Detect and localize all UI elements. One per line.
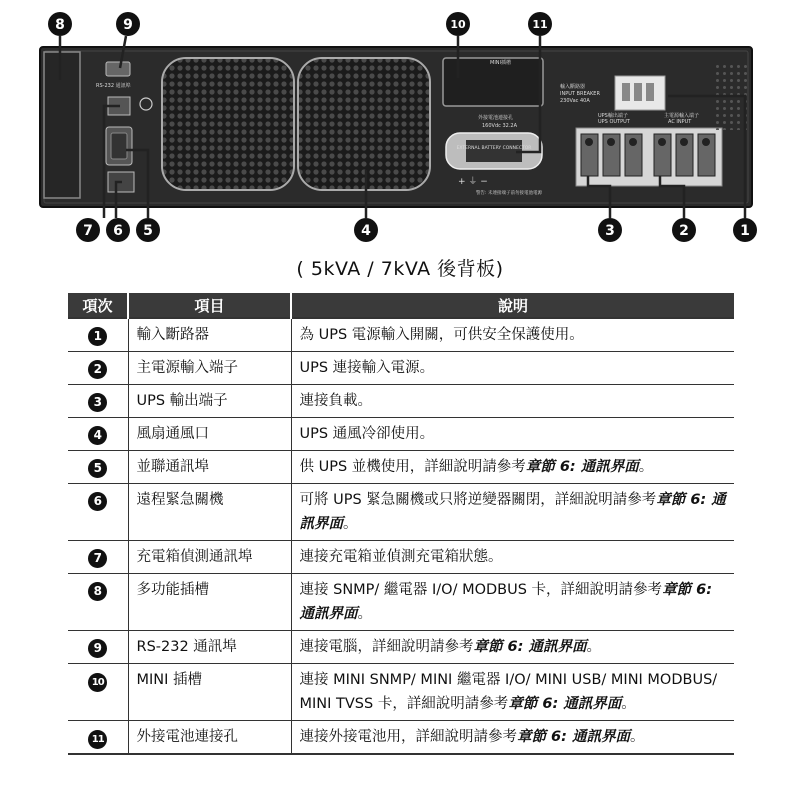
row-description-cell — [291, 574, 734, 631]
index-badge: 7 — [88, 549, 107, 568]
table-row — [68, 484, 734, 541]
table-row — [68, 352, 734, 385]
table-row — [68, 451, 734, 484]
description-text: 。 — [357, 606, 372, 622]
ups-output-panel-zh: UPS輸出端子 — [598, 113, 628, 119]
table-body — [68, 318, 734, 754]
multi-function-slot — [44, 52, 80, 198]
chapter-reference: 章節 6: 通訊界面 — [517, 729, 630, 745]
rear-panel-diagram — [0, 0, 800, 250]
row-item-cell: 外接電池連接孔 — [128, 721, 291, 755]
index-badge: 1 — [88, 327, 107, 346]
row-index-cell — [68, 484, 128, 541]
row-description-cell — [291, 721, 734, 755]
chapter-reference: 章節 6: 通訊界面 — [473, 639, 587, 655]
row-description-cell — [291, 484, 734, 541]
spec-table — [68, 293, 734, 755]
fan-vent-left — [162, 58, 294, 190]
index-badge: 6 — [88, 492, 107, 511]
table-header-row — [68, 293, 734, 318]
index-badge: 10 — [88, 673, 107, 692]
diagram-caption: ( 5kVA / 7kVA 後背板) — [296, 258, 504, 280]
row-description-cell — [291, 664, 734, 721]
row-item-cell: 充電箱偵測通訊埠 — [128, 541, 291, 574]
row-item-cell: 並聯通訊埠 — [128, 451, 291, 484]
ext-batt-panel-rating: 160Vdc 32.2A — [482, 123, 518, 129]
ac-input-panel-en: AC INPUT — [668, 119, 692, 125]
row-index-cell — [68, 451, 128, 484]
svg-text:11: 11 — [532, 18, 548, 31]
table-row — [68, 664, 734, 721]
row-description-cell — [291, 631, 734, 664]
index-badge: 8 — [88, 582, 107, 601]
description-text: 連接 SNMP/ 繼電器 I/O/ MODBUS 卡，詳細說明請參考 — [299, 582, 663, 598]
description-text: 連接外接電池用，詳細說明請參考 — [299, 729, 517, 745]
breaker-panel-rating: 230Vac 40A — [560, 98, 590, 104]
row-item-cell: 多功能插槽 — [128, 574, 291, 631]
svg-text:5: 5 — [143, 223, 153, 239]
description-text: UPS 通風冷卻使用。 — [299, 426, 435, 442]
row-index-cell — [68, 721, 128, 755]
callout-8 — [48, 12, 72, 36]
callout-4 — [354, 218, 378, 242]
row-description-cell — [291, 541, 734, 574]
callout-3 — [598, 218, 622, 242]
callout-10 — [446, 12, 470, 36]
ext-batt-panel-title: 外接電池連接孔 — [478, 115, 514, 121]
row-item-cell: RS-232 通訊埠 — [128, 631, 291, 664]
index-badge: 5 — [88, 459, 107, 478]
description-text: 。 — [638, 459, 654, 475]
warning-label: 警告: 未連接端子前勿接電池電源 — [476, 191, 542, 196]
svg-text:10: 10 — [450, 18, 466, 31]
chapter-reference: 章節 6: 通訊界面 — [525, 459, 639, 475]
row-index-cell — [68, 664, 128, 721]
breaker-panel-en: INPUT BREAKER — [560, 91, 600, 97]
row-description-cell — [291, 385, 734, 418]
description-text: 連接充電箱並偵測充電箱狀態。 — [299, 549, 503, 565]
svg-text:4: 4 — [361, 223, 371, 239]
description-text: 連接電腦，詳細說明請參考 — [299, 639, 474, 655]
rs232-panel-label: RS-232 通訊埠 — [96, 83, 131, 89]
table-row — [68, 541, 734, 574]
chapter-reference: 章節 6: 通訊界面 — [508, 696, 622, 712]
svg-text:7: 7 — [83, 223, 93, 239]
svg-text:8: 8 — [55, 17, 65, 33]
description-text: 可將 UPS 緊急關機或只將逆變器關閉，詳細說明請參考 — [299, 492, 657, 508]
rs232-port — [106, 62, 130, 76]
callout-5 — [136, 218, 160, 242]
index-badge: 2 — [88, 360, 107, 379]
row-index-cell — [68, 418, 128, 451]
description-text: 供 UPS 並機使用，詳細說明請參考 — [299, 459, 526, 475]
index-badge: 11 — [88, 730, 107, 749]
row-index-cell — [68, 631, 128, 664]
svg-text:3: 3 — [605, 223, 615, 239]
table-row — [68, 318, 734, 352]
row-index-cell — [68, 574, 128, 631]
description-text: UPS 連接輸入電源。 — [299, 360, 435, 376]
row-item-cell: 主電源輸入端子 — [128, 352, 291, 385]
callout-7 — [76, 218, 100, 242]
description-text: 。 — [621, 696, 636, 712]
fan-vent-right — [298, 58, 430, 190]
table-row — [68, 721, 734, 755]
description-text: 連接 MINI SNMP/ MINI 繼電器 I/O/ MINI USB/ MINI MODBUS/ MINI TVSS 卡，詳細說明請參考 — [299, 672, 718, 712]
description-text: 連接負載。 — [299, 393, 372, 409]
index-badge: 3 — [88, 393, 107, 412]
index-badge: 9 — [88, 639, 107, 658]
description-text: 。 — [343, 516, 358, 532]
header-item: 項目 — [128, 293, 291, 318]
table-row — [68, 385, 734, 418]
row-item-cell: 遠程緊急關機 — [128, 484, 291, 541]
header-description: 說明 — [291, 293, 734, 318]
ext-batt-connector-label: EXTERNAL BATTERY CONNECTOR — [456, 146, 532, 151]
row-index-cell — [68, 352, 128, 385]
table-row — [68, 631, 734, 664]
callout-9 — [116, 12, 140, 36]
description-text: 為 UPS 電源輸入開關，可供安全保護使用。 — [299, 327, 584, 343]
svg-text:+ ⏚ −: + ⏚ − — [458, 177, 488, 187]
chapter-reference: 章節 6: 通訊界面 — [299, 492, 726, 532]
row-item-cell: UPS 輸出端子 — [128, 385, 291, 418]
breaker-panel-zh: 輸入斷路器 — [560, 84, 586, 90]
callout-11 — [528, 12, 552, 36]
ups-output-panel-en: UPS OUTPUT — [598, 119, 630, 125]
table-row — [68, 574, 734, 631]
row-item-cell: 風扇通風口 — [128, 418, 291, 451]
row-index-cell — [68, 385, 128, 418]
row-item-cell: MINI 插槽 — [128, 664, 291, 721]
row-index-cell — [68, 318, 128, 352]
description-text: 。 — [586, 639, 601, 655]
header-index: 項次 — [68, 293, 128, 318]
svg-text:1: 1 — [740, 223, 750, 239]
description-text: 。 — [629, 729, 645, 745]
svg-text:2: 2 — [679, 223, 689, 239]
callout-6 — [106, 218, 130, 242]
ac-input-panel-zh: 主電源輸入端子 — [664, 113, 700, 119]
svg-text:9: 9 — [123, 17, 133, 33]
row-description-cell — [291, 318, 734, 352]
callout-2 — [672, 218, 696, 242]
svg-text:6: 6 — [113, 223, 123, 239]
row-description-cell — [291, 352, 734, 385]
callout-1 — [733, 218, 757, 242]
table-row — [68, 418, 734, 451]
row-description-cell — [291, 451, 734, 484]
row-index-cell — [68, 541, 128, 574]
chapter-reference: 章節 6: 通訊界面 — [299, 582, 712, 622]
mini-slot-panel-label: MINI插槽 — [490, 60, 512, 66]
row-item-cell: 輸入斷路器 — [128, 318, 291, 352]
index-badge: 4 — [88, 426, 107, 445]
row-description-cell — [291, 418, 734, 451]
